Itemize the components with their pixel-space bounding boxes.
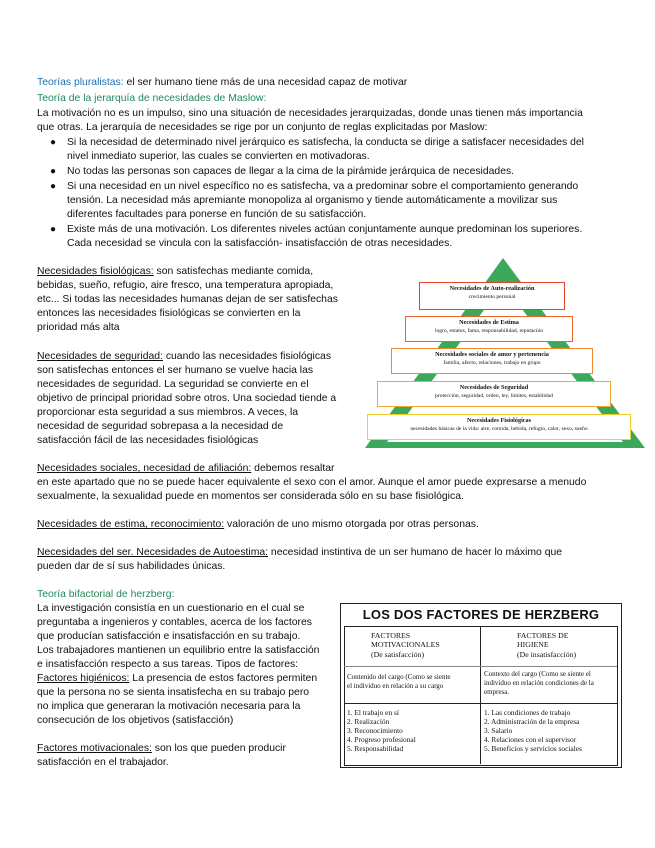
sociales-line2: en este apartado que no se puede hacer equivalente el sexo con el amor. Aunque el amor puede expresarse a menudo: [37, 477, 587, 488]
motivacionales-item: 5. Responsabilidad: [347, 744, 404, 753]
fisiologicas-line4: entonces las necesidades fisiológicas se convierten en la: [37, 308, 301, 319]
bullet-dot-icon: ●: [50, 166, 57, 177]
ser-text: necesidad instintiva de un ser humano de hacer lo máximo que: [268, 547, 563, 558]
fisiologicas-line5: prioridad más alta: [37, 322, 120, 333]
higiene-contexto-3: empresa.: [484, 688, 510, 696]
fisiologicas-line1: [37, 265, 313, 279]
herzberg-column-divider: [480, 626, 481, 764]
fisiologicas-line2: bebidas, sueño, refugio, aire fresco, una temperatura apropiada,: [37, 280, 334, 291]
bullet-dot-icon: ●: [50, 137, 57, 148]
pyramid-level-title: Necesidades Fisiológicas: [466, 417, 532, 424]
ser-label: Necesidades del ser. Necesidades de Autoestima:: [37, 547, 269, 558]
ser-line1: [37, 546, 562, 560]
pyramid-level-sub: logro, estatus, fama, responsabilidad, reputación: [434, 328, 544, 334]
pyramid-level-sub: familia, afecto, relaciones, trabajo en grupo: [443, 360, 541, 366]
herzberg-p1-line1: La investigación consistía en un cuestionario en el cual se: [37, 603, 305, 614]
bullet-3-line2: tensión. La necesidad más apremiante monopoliza al organismo y tiende automáticamente a movilizar sus: [67, 195, 558, 206]
herzberg-p1-line3: que producían satisfacción e insatisfacción en su trabajo.: [37, 631, 301, 642]
pyramid-level-title: Necesidades de Auto-realización: [449, 285, 535, 292]
herzberg-table: [340, 603, 622, 768]
higienicos-line1: [37, 672, 317, 686]
herzberg-p1-line2: preguntaba a ingenieros y contables, acerca de los factores: [37, 617, 312, 628]
seguridad-line3: necesidades de seguridad. La seguridad se convierte en el: [37, 379, 309, 390]
seguridad-line2: son satisfechas entonces el ser humano se vuelve hacia las: [37, 365, 314, 376]
maslow-p1-line1: La motivación no es un impulso, sino una situación de necesidades jerarquizadas, donde unas tienen más importancia: [37, 108, 583, 119]
sociales-text: debemos resaltar: [251, 463, 335, 474]
motivacionales-line1: [37, 742, 286, 756]
herzberg-table-title: LOS DOS FACTORES DE HERZBERG: [362, 607, 600, 622]
maslow-title: Teoría de la jerarquía de necesidades de Maslow:: [37, 93, 267, 104]
motivacionales-h1: FACTORES: [371, 631, 411, 640]
bullet-3-line3: diferentes facultades para ponerse en función de su satisfacción.: [67, 209, 367, 220]
bullet-dot-icon: ●: [50, 181, 57, 192]
pyramid-level-sub: crecimiento personal: [468, 294, 516, 300]
motivacionales-item: 1. El trabajo en sí: [347, 708, 399, 717]
fisiologicas-label: Necesidades fisiológicas:: [37, 266, 154, 277]
motivacionales-h2: MOTIVACIONALES: [371, 640, 440, 649]
higienicos-line2: que la persona no se sienta insatisfecha en su trabajo pero: [37, 687, 310, 698]
higiene-item: 3. Salario: [484, 726, 513, 735]
bullet-3-line1: Si una necesidad en un nivel específico no es satisfecha, va a predominar sobre el comportamiento generando: [67, 181, 579, 192]
pyramid-level-sub: protección, seguridad, orden, ley, límites, estabilidad: [434, 393, 553, 399]
seguridad-line6: necesidad de seguridad sobrepasa a la necesidad de: [37, 421, 284, 432]
bullet-4-line1: Existe más de una motivación. Los diferentes niveles actúan conjuntamente aunque predominan los superiores.: [67, 224, 583, 235]
pyramid-level-title: Necesidades de Seguridad: [459, 384, 529, 391]
seguridad-line4: objetivo de principal prioridad sobre otros. Una sociedad tiende a: [37, 393, 337, 404]
herzberg-title: Teoría bifactorial de herzberg:: [37, 589, 175, 600]
estima-line1: [37, 518, 479, 532]
seguridad-label: Necesidades de seguridad:: [37, 351, 163, 362]
bullet-dot-icon: ●: [50, 224, 57, 235]
herzberg-header-divider: [344, 666, 617, 667]
bullet-1-line1: Si la necesidad de determinado nivel jerárquico es satisfecha, la conducta se dirige a satisfacer necesidades del: [67, 137, 584, 148]
motivacionales-item: 2. Realización: [347, 717, 390, 726]
higiene-item: 2. Administración de la empresa: [484, 717, 580, 726]
seguridad-line5: proporcionar esta seguridad a sus miembros. A veces, la: [37, 407, 299, 418]
pyramid-level-estima: [405, 316, 573, 342]
motivacionales-h3: (De satisfacción): [371, 650, 425, 659]
herzberg-p1-line4: Los trabajadores mantienen un equilibrio entre la satisfacción: [37, 645, 320, 656]
higiene-contexto-2: individuo en relación condiciones de la: [484, 679, 594, 687]
higiene-h2: HIGIENE: [517, 640, 549, 649]
motivacionales-line2: satisfacción en el trabajador.: [37, 757, 169, 768]
pluralistas-line: [37, 76, 407, 90]
motivacionales-text: son los que pueden producir: [151, 743, 286, 754]
pyramid-level-seguridad: [377, 381, 611, 407]
seguridad-line1: [37, 350, 331, 364]
motivacionales-label: Factores motivacionales:: [37, 743, 152, 754]
bullet-4-line2: Cada necesidad se vincula con la satisfacción- insatisfacción de otras necesidades.: [67, 238, 453, 249]
fisiologicas-line3: etc... Si todas las necesidades humanas dejan de ser satisfechas: [37, 294, 338, 305]
higiene-h1: FACTORES DE: [517, 631, 569, 640]
maslow-p1-line2: que otras. La jerarquía de necesidades se rige por un conjunto de reglas explicitadas por Maslow:: [37, 122, 488, 133]
higienicos-line3: no implica que generaran la motivación necesaria para la: [37, 701, 301, 712]
higiene-contexto-1: Contexto del cargo (Como se siente el: [484, 670, 591, 678]
fisiologicas-text: son satisfechas mediante comida,: [153, 266, 314, 277]
estima-label: Necesidades de estima, reconocimiento:: [37, 519, 225, 530]
ser-line2: pueden dar de sí sus habilidades únicas.: [37, 561, 226, 572]
pyramid-level-title: Necesidades de Estima: [459, 319, 519, 326]
higienicos-text: La presencia de estos factores permiten: [129, 673, 318, 684]
estima-text: valoración de uno mismo otorgada por otras personas.: [224, 519, 479, 530]
sociales-label: Necesidades sociales, necesidad de afiliación:: [37, 463, 252, 474]
sociales-line1: [37, 462, 334, 476]
pluralistas-label: Teorías pluralistas:: [37, 77, 124, 88]
higienicos-line4: consecución de los objetivos (satisfacción): [37, 715, 234, 726]
pyramid-level-fisiologicas: [367, 414, 631, 440]
pluralistas-text: el ser humano tiene más de una necesidad capaz de motivar: [123, 77, 408, 88]
higiene-item: 5. Beneficios y servicios sociales: [484, 744, 582, 753]
maslow-pyramid: [365, 258, 645, 448]
pyramid-level-sociales: [391, 348, 593, 374]
bullet-2-line1: No todas las personas son capaces de llegar a la cima de la pirámide jerárquica de necesidades.: [67, 166, 515, 177]
higiene-item: 1. Las condiciones de trabajo: [484, 708, 571, 717]
motivacionales-item: 3. Reconocimiento: [347, 726, 403, 735]
sociales-line3: sexualmente, la sexualidad puede en momentos ser considerada sólo en su base fisiológica.: [37, 491, 464, 502]
higiene-item: 4. Relaciones con el supervisor: [484, 735, 577, 744]
motivacionales-contenido-1: Contenido del cargo (Como se siente: [347, 673, 451, 681]
seguridad-line7: satisfacción fácil de las necesidades fisiológicas: [37, 435, 259, 446]
motivacionales-contenido-2: el individuo en relación a su cargo: [347, 682, 444, 690]
seguridad-text: cuando las necesidades fisiológicas: [162, 351, 332, 362]
herzberg-p1-line5: e insatisfacción respecto a sus tareas. Tipos de factores:: [37, 659, 299, 670]
bullet-1-line2: nivel inmediato superior, las cuales se convierten en motivadoras.: [67, 151, 370, 162]
pyramid-level-autorrealizacion: [419, 282, 565, 310]
pyramid-level-title: Necesidades sociales de amor y pertenencia: [435, 351, 549, 358]
higienicos-label: Factores higiénicos:: [37, 673, 130, 684]
motivacionales-item: 4. Progreso profesional: [347, 735, 416, 744]
herzberg-row-divider: [344, 703, 617, 704]
pyramid-level-sub: necesidades básicas de la vida: aire, comida, bebida, refugio, calor, sexo, sueño: [410, 426, 588, 432]
higiene-h3: (De insatisfacción): [517, 650, 577, 659]
